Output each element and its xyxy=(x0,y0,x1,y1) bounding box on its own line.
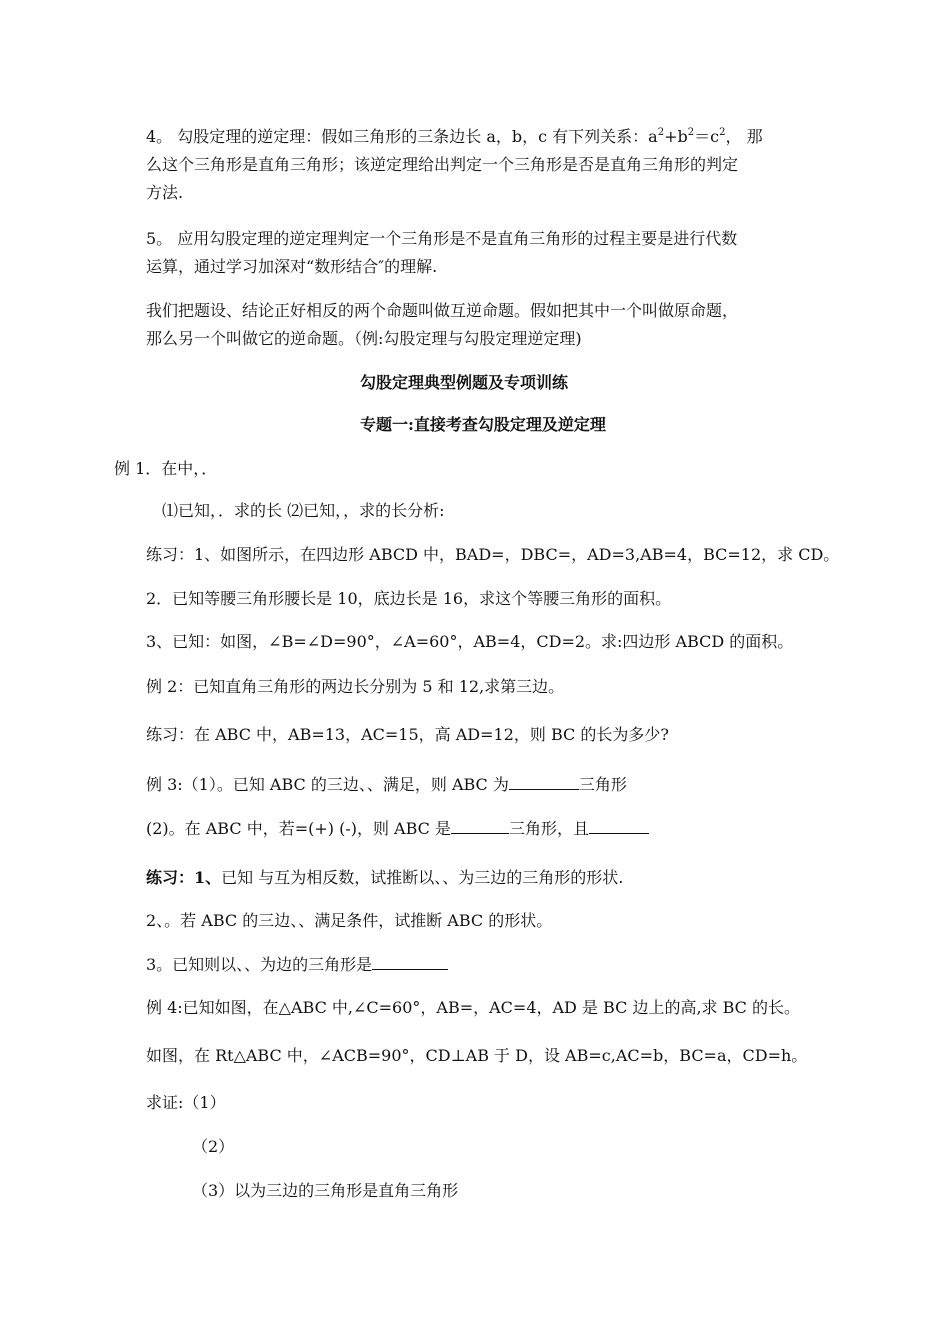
text: 3。已知则以、、为边的三角形是 xyxy=(146,955,373,974)
paragraph-4-line-2: 么这个三角形是直角三角形；该逆定理给出判定一个三角形是否是直角三角形的判定 xyxy=(146,155,739,174)
answer-blank xyxy=(451,817,509,834)
figure-description: 如图，在 Rt△ABC 中，∠ACB=90°，CD⊥AB 于 D，设 AB=c,AC=b，BC=a，CD=h。 xyxy=(146,1046,808,1065)
text: 已知 与互为相反数，试推断以、、为三边的三角形的形状. xyxy=(221,868,624,887)
text: +b xyxy=(664,127,688,146)
answer-blank xyxy=(509,773,579,790)
example-3-part-1 xyxy=(146,773,627,796)
text: ， 那 xyxy=(725,127,763,146)
example-4: 例 4:已知如图，在△ABC 中,∠C=60°，AB=，AC=4，AD 是 BC 边上的高,求 BC 的长。 xyxy=(146,998,800,1017)
superscript: 2 xyxy=(687,127,695,138)
practice-5 xyxy=(146,867,623,889)
practice-label: 练习：1、 xyxy=(146,868,222,887)
text: ＝c xyxy=(694,127,720,146)
example-1-subparts: ⑴已知，．求的长 ⑵已知，，求的长分析: xyxy=(162,501,445,520)
paragraph-4-line-1 xyxy=(146,126,763,148)
practice-3: 3、已知：如图，∠B=∠D=90°，∠A=60°，AB=4，CD=2。求:四边形 ABCD 的面积。 xyxy=(146,632,794,651)
practice-1: 练习：1、如图所示，在四边形 ABCD 中，BAD=，DBC=，AD=3,AB=4，BC=12，求 CD。 xyxy=(146,545,840,564)
paragraph-6-line-1: 我们把题设、结论正好相反的两个命题叫做互逆命题。假如把其中一个叫做原命题， xyxy=(146,301,739,320)
paragraph-5-line-1: 5。 应用勾股定理的逆定理判定一个三角形是不是直角三角形的过程主要是进行代数 xyxy=(146,229,738,248)
text: 例 3:（1）。已知 ABC 的三边、、满足，则 ABC 为 xyxy=(146,775,509,794)
superscript: 2 xyxy=(657,127,665,138)
example-2: 例 2：已知直角三角形的两边长分别为 5 和 12,求第三边。 xyxy=(146,677,565,696)
practice-7 xyxy=(146,953,448,976)
practice-2: 2．已知等腰三角形腰长是 10，底边长是 16，求这个等腰三角形的面积。 xyxy=(146,589,672,608)
paragraph-6-line-2: 那么另一个叫做它的逆命题。（例:勾股定理与勾股定理逆定理) xyxy=(146,329,582,348)
text: 三角形，且 xyxy=(509,819,590,838)
practice-4: 练习：在 ABC 中，AB=13，AC=15，高 AD=12，则 BC 的长为多少? xyxy=(146,725,669,744)
paragraph-5-line-2: 运算，通过学习加深对“数形结合″的理解. xyxy=(146,257,438,276)
proof-part-3: （3）以为三边的三角形是直角三角形 xyxy=(192,1181,459,1200)
superscript: 2 xyxy=(719,127,726,138)
answer-blank xyxy=(589,817,649,834)
example-3-part-2 xyxy=(146,817,649,840)
proof-prompt: 求证:（1） xyxy=(146,1093,226,1112)
paragraph-4-line-3: 方法. xyxy=(146,183,184,202)
topic-heading: 专题一:直接考查勾股定理及逆定理 xyxy=(360,415,606,434)
proof-part-2: （2） xyxy=(192,1137,235,1156)
example-1: 例 1．在中，． xyxy=(114,459,218,478)
answer-blank xyxy=(372,953,448,970)
section-heading: 勾股定理典型例题及专项训练 xyxy=(360,373,569,392)
text: 4。 勾股定理的逆定理：假如三角形的三条边长 a，b，c 有下列关系：a xyxy=(146,127,658,146)
text: 三角形 xyxy=(578,775,627,794)
text: (2)。在 ABC 中，若=(+) (-)，则 ABC 是 xyxy=(146,819,451,838)
practice-6: 2、。若 ABC 的三边、、满足条件，试推断 ABC 的形状。 xyxy=(146,911,553,930)
